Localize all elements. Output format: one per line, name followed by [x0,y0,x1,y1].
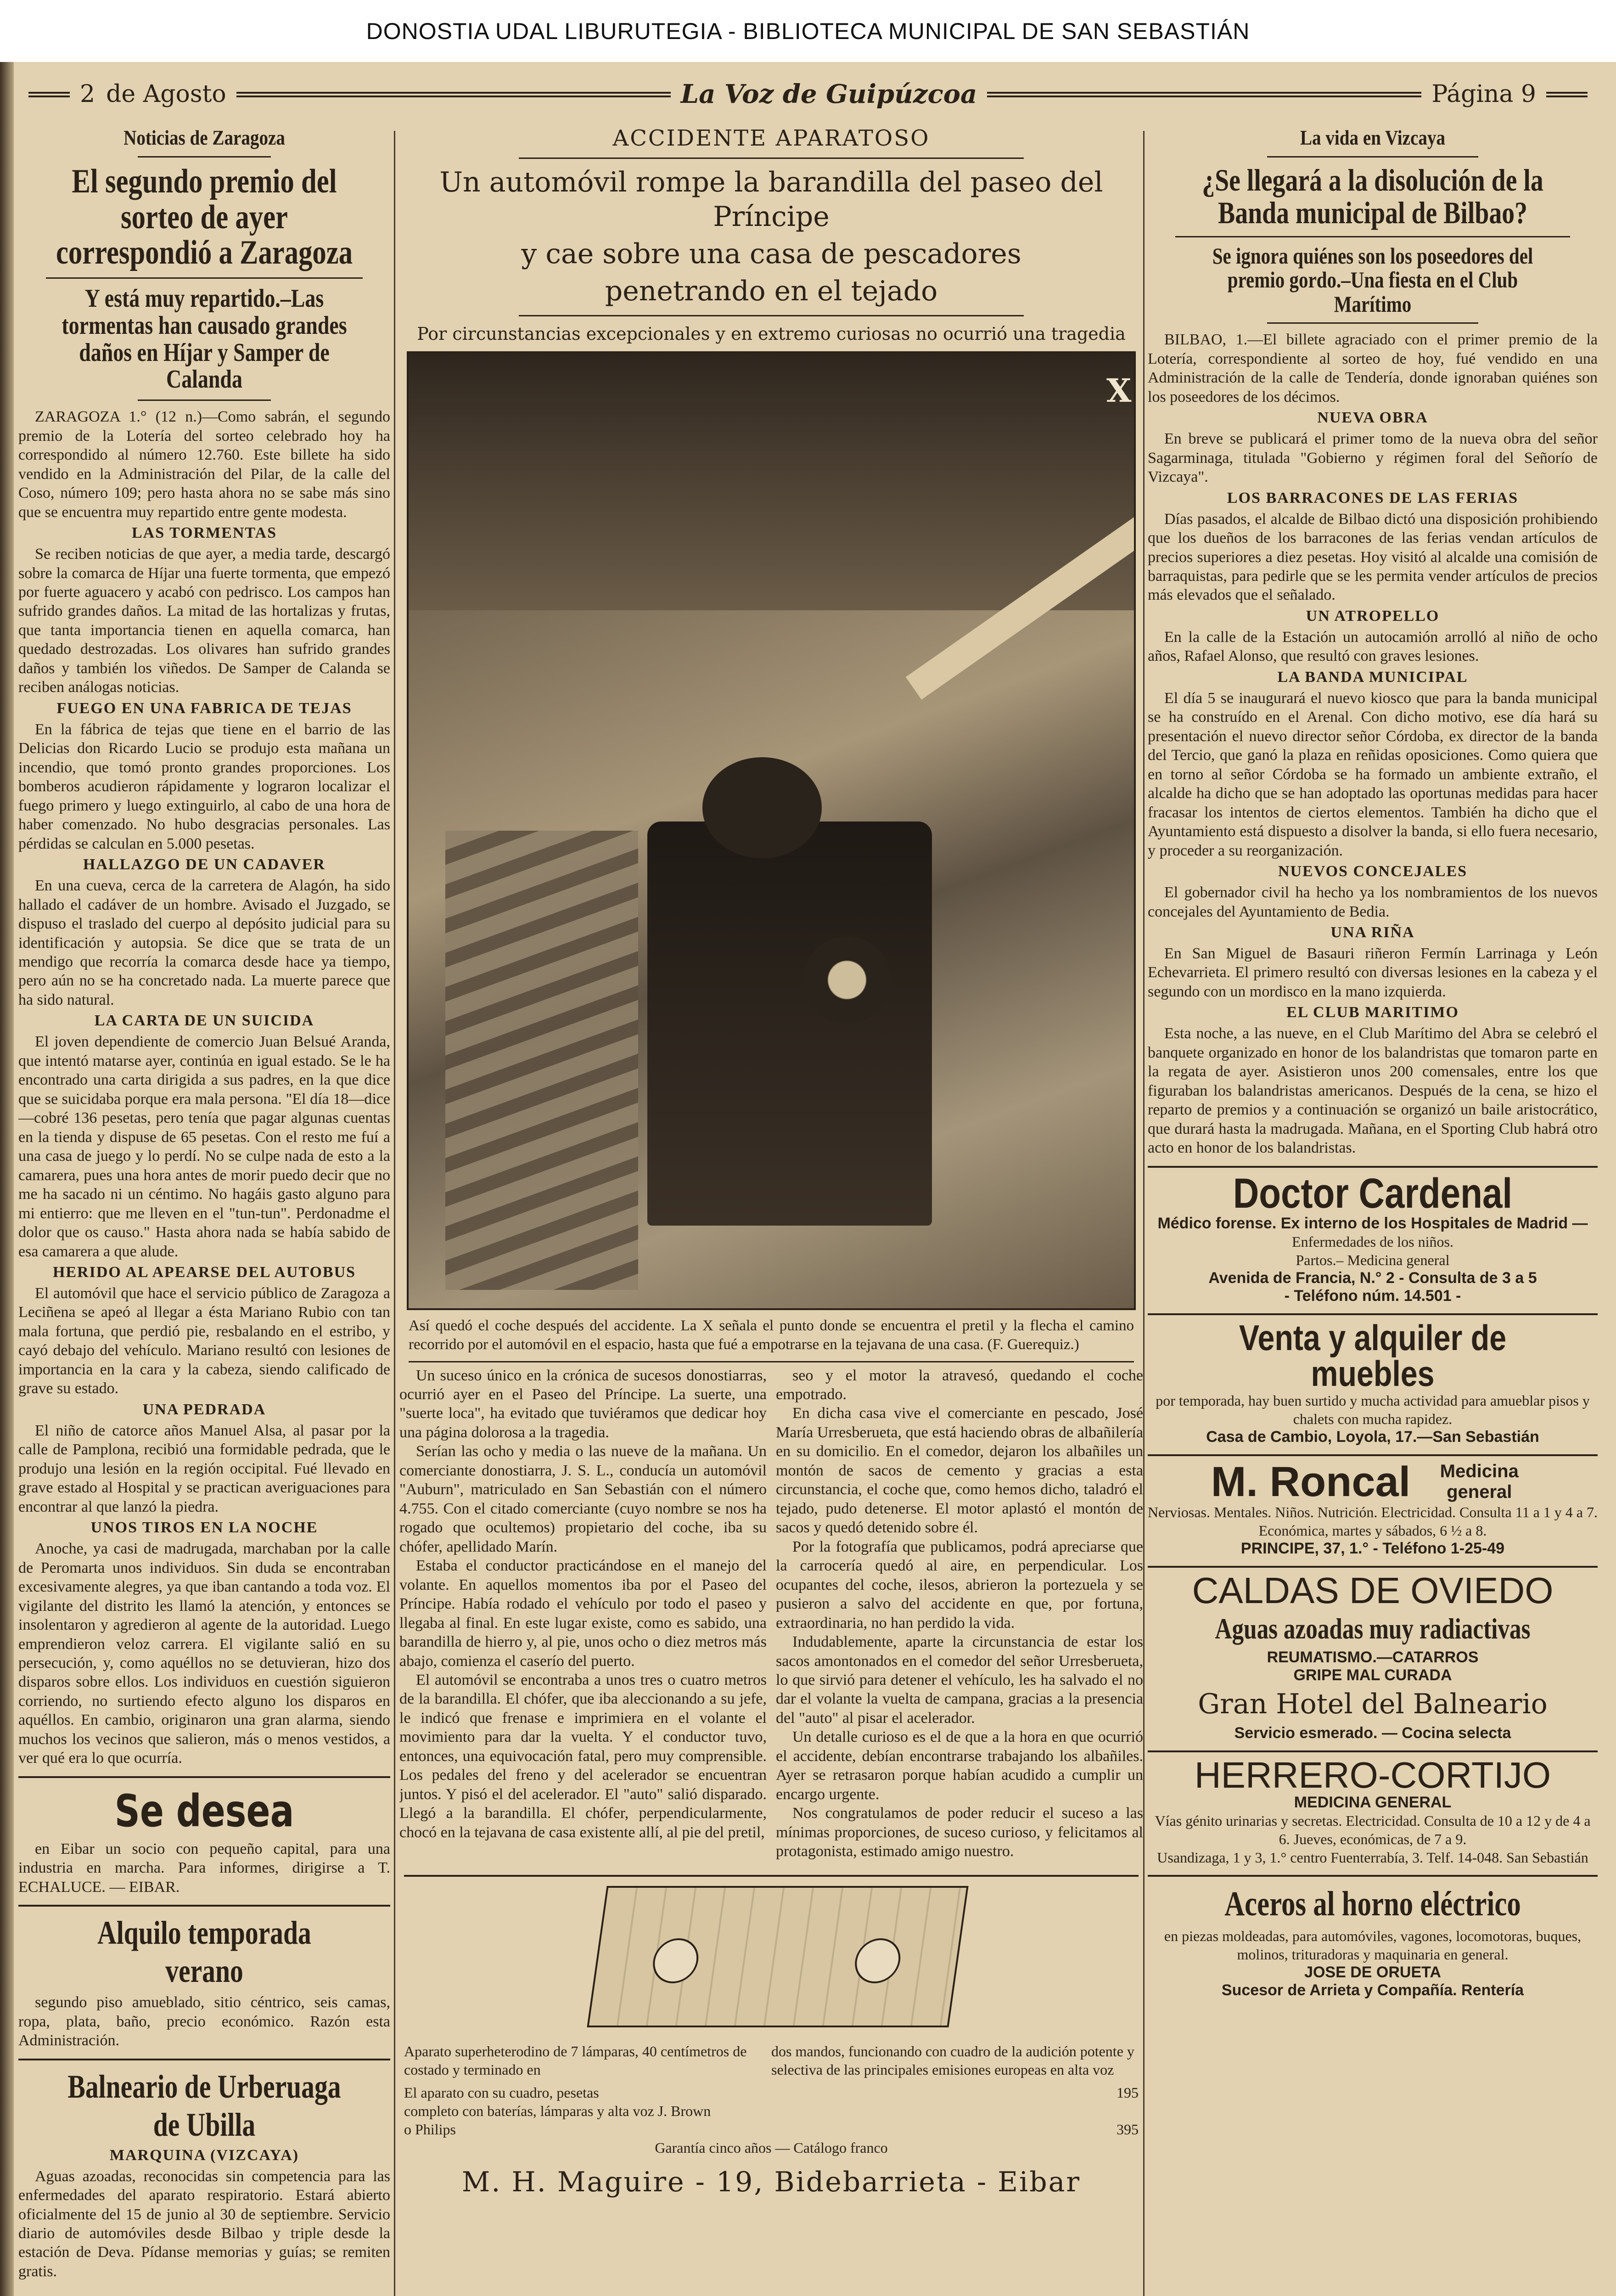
subheading: NUEVA OBRA [1317,409,1428,427]
radio-terms: Garantía cinco años — Catálogo franco [655,2139,888,2156]
subheading: LAS TORMENTAS [131,524,277,542]
issue-date: de Agosto [106,80,226,108]
divider [138,156,271,158]
ad-line: - Teléfono núm. 14.501 - [1284,1287,1461,1305]
classified-ad [18,2059,390,2281]
subheading: EL CLUB MARITIMO [1286,1004,1459,1021]
article-headline: y cae sobre una casa de pescadores [521,238,1021,270]
ad-text: Nerviosas. Mentales. Niños. Nutrición. Electricidad. Consulta 11 a 1 y 4 a 7. Económica, martes y sábados, 6 ½ a 8. [1148,1503,1598,1539]
masthead-rule [1546,91,1588,97]
subheading: UNA PEDRADA [142,1401,266,1418]
article-headline: El segundo premio del sorteo de ayer correspondió a Zaragoza [56,163,353,272]
ad-line: Enfermedades de los niños. [1292,1233,1453,1250]
radio-price-row [404,2102,1139,2120]
masthead-rule [987,91,1421,97]
article-paragraph: seo y el motor la atravesó, quedando el coche empotrado. [776,1367,1143,1403]
ad-roncal [1148,1454,1598,1558]
radio-price-label: completo con baterías, lámparas y alta voz J. Brown [404,2102,711,2119]
classified-text: segundo piso amueblado, sitio céntrico, seis camas, ropa, plata, baño, precio económico. Razón esta Administración. [18,1994,390,2049]
ad-address: Usandizaga, 1 y 3, 1.° centro Fuenterrabía, 3. Telf. 14-048. San Sebastián [1157,1849,1588,1866]
section-title: Noticias de Zaragoza [123,126,285,149]
page-number: 2 [80,80,95,108]
article-paragraph: Anoche, ya casi de madrugada, marchaban por la calle de Peromarta unos individuos. Sin duda se encontraban excesivamente alegres, ya que iban cantando a toda voz. El vigilante del distrito les llamó la atención, y entonces se insolentaron y agredieron al agente de la autoridad. Luego emprendieron veloz carrera. El vigilante salió en su persecución, y, como aquéllos no se detuvieran, hizo dos disparos sobre ellos. Los individuos en cuestión siguieron corriendo, no surtiendo efecto alguno los disparos en aquéllos. En cambio, originaron una gran alarma, siendo muchos los vecinos que salieron, más o menos vestidos, a ver qué era lo que ocurría. [18,1540,390,1767]
masthead-rule [28,91,70,97]
subheading: UNOS TIROS EN LA NOCHE [90,1519,318,1536]
article-paragraph: En dicha casa vive el comerciante en pescado, José María Urresberueta, que está haciendo obras de albañilería en su domicilio. En el comedor, dejaron los albañiles un montón de sacos de cemento y gracias a esta circunstancia, el coche que, como hemos dicho, taladró el tejado, pudo detenerse. El motor aplastó el montón de sacos y quedó detenido sobre él. [776,1405,1143,1536]
ad-hotel: Gran Hotel del Balneario [1198,1688,1548,1720]
ad-line: GRIPE MAL CURADA [1293,1666,1452,1684]
radio-address: M. H. Maguire - 19, Bidebarrieta - Eibar [461,2166,1081,2198]
article-paragraph: En una cueva, cerca de la carretera de Alagón, ha sido hallado el cadáver de un hombre. Avisado el Juzgado, se dispuso el traslado del cuerpo al depósito judicial para su identificación y autopsia. Se dice que se trata de un mendigo que recorría la comarca desde hace ya tiempo, pero aún no se ha concretado nada. La muerte parece que ha sido natural. [18,877,390,1008]
article-paragraph: En breve se publicará el primer tomo de la nueva obra del señor Sagarminaga, titulada "Gobierno y régimen foral del Señorío de Vizcaya". [1148,430,1598,486]
ad-title: M. Roncal [1211,1458,1411,1505]
article-paragraph: Por la fotografía que publicamos, podrá apreciarse que la carrocería quedó al aire, en perpendicular. Los ocupantes del coche, ilesos, abrieron la portezuela y se pusieron a salvo del accidente en que, por fortuna, extraordinaria, no han perdido la vida. [776,1538,1143,1632]
accident-article [399,122,1143,2217]
section-title: La vida en Vizcaya [1300,126,1446,149]
article-column [776,1366,1143,1861]
ad-caldas [1148,1566,1598,1742]
subheading: HERIDO AL APEARSE DEL AUTOBUS [52,1264,356,1281]
classified-title: Balneario de Urberuaga de Ubilla [67,2068,341,2143]
article-paragraph: Se reciben noticias de que ayer, a media tarde, descargó sobre la comarca de Híjar una fuerte tormenta, que empezó por fuerte aguacero y acabó con pedrisco. Los campos han sufrido grandes daños. La mitad de las hortalizas y frutas, que tanta importancia tienen en aquella comarca, han quedado destrozadas. Los olivares han sufrido grandes daños y también los viñedos. De Samper de Calanda se reciben análogas noticias. [18,546,390,696]
ad-text: por temporada, hay buen surtido y mucha actividad para amueblar pisos y chalets con mucha rapidez. [1156,1392,1590,1427]
radio-set-illustration [587,1886,968,2027]
ad-title: Doctor Cardenal [1233,1170,1513,1217]
classified-ad [18,1776,390,1896]
ad-line: REUMATISMO.—CATARROS [1267,1648,1479,1666]
article-paragraph: El niño de catorce años Manuel Alsa, al pasar por la calle de Pamplona, recibió una formidable pedrada, que le produjo una lesión en la región occipital. Fué llevado en grave estado al Hospital y se practican averiguaciones para encontrar al que lanzó la piedra. [18,1422,390,1515]
ad-line: Avenida de Francia, N.° 2 - Consulta de 3 a 5 [1208,1269,1537,1287]
ad-line: Servicio esmerado. — Cocina selecta [1234,1724,1511,1742]
divider [1175,236,1570,237]
classified-subtitle: MARQUINA (VIZCAYA) [109,2146,299,2164]
divider [46,277,363,279]
radio-description: Aparato superheterodino de 7 lámparas, 40 centímetros de costado y terminado en [404,2043,747,2078]
radio-description: dos mandos, funcionando con cuadro de la audición potente y selectiva de las principales emisiones europeas en alta voz [771,2043,1134,2078]
ad-title: CALDAS DE OVIEDO [1192,1570,1554,1611]
subheading: LOS BARRACONES DE LAS FERIAS [1227,489,1519,506]
article-paragraph: Esta noche, a las nueve, en el Club Marítimo del Abra se celebró el banquete organizado en honor de los balandristas que tomaron parte en la regata de ayer. Asistieron unos 200 comensales, entre los que figuraban los balandristas americanos. Después de la cena, se hizo el reparto de premios y a continuación se organizó un baile aristocrático, que durará hasta la madrugada. Mañana, en el Sporting Club habrá otro acto en honor de los balandristas. [1148,1025,1598,1157]
article-paragraph: En la fábrica de tejas que tiene en el barrio de las Delicias don Ricardo Lucio se produjo esta mañana un incendio, que tomó pronto grandes proporciones. Los bomberos acudieron rápidamente y lograron localizar el fuego primero y luego extinguirlo, al cabo de una hora de haber comenzado. No hubo desgracias personales. Las pérdidas se calculan en 5.000 pesetas. [18,720,390,852]
article-deck: Por circunstancias excepcionales y en extremo curiosas no ocurrió una tragedia [417,324,1126,344]
photo-car-wheel [803,936,891,1024]
divider [1267,322,1478,324]
ad-furniture [1148,1313,1598,1446]
radio-advertisement [404,1875,1139,2217]
classified-title: Se desea [114,1785,294,1837]
archive-header: DONOSTIA UDAL LIBURUTEGIA - BIBLIOTECA MUNICIPAL DE SAN SEBASTIÁN [0,0,1616,62]
radio-price-label: El aparato con su cuadro, pesetas [404,2084,599,2101]
subheading: UNA RIÑA [1330,924,1415,941]
article-paragraph: En la calle de la Estación un autocamión arrolló al niño de ocho años, Rafael Alonso, que resultó con graves lesiones. [1148,628,1598,665]
ad-name: JOSE DE ORUETA [1304,1963,1441,1981]
ad-address: Casa de Cambio, Loyola, 17.—San Sebastián [1206,1428,1539,1446]
subheading: HALLAZGO DE UN CADAVER [83,856,325,873]
divider [138,400,271,401]
article-deck: Y está muy repartido.–Las tormentas han causado grandes daños en Híjar y Samper de Calanda [62,284,347,394]
article-headline: ¿Se llegará a la disolución de la Banda municipal de Bilbao? [1202,163,1543,231]
masthead [18,76,1598,113]
radio-price-row [404,2083,1139,2102]
radio-ad-row [404,2042,1139,2079]
article-headline: Un automóvil rompe la barandilla del paseo del Príncipe [439,166,1103,233]
article-paragraph: Un detalle curioso es el de que a la hora en que ocurrió el accidente, debían encontrarse trabajando los albañiles. Ayer se retrasaron porque habían acudido a cumplir un encargo urgente. [776,1728,1143,1803]
ad-doctor-cardenal [1148,1166,1598,1305]
ad-address: Sucesor de Arrieta y Compañía. Rentería [1221,1981,1524,1999]
subheading: FUEGO EN UNA FABRICA DE TEJAS [56,699,352,717]
photo-roof-tiles [445,831,638,1290]
photo-car-lamp [702,757,822,858]
ad-line: Partos.– Medicina general [1296,1251,1450,1268]
ad-subtitle: Medicina general [1440,1461,1519,1502]
subheading: UN ATROPELLO [1306,607,1440,625]
classified-title: Alquilo temporada verano [97,1914,311,1990]
article-paragraph: El día 5 se inaugurará el nuevo kiosco que para la banda municipal se ha construído en el Arenal. Con dicho motivo, ese día hará su presentación el nuevo director señor Córdoba, ex director de la banda del Tercio, que ganó la plaza en reñidas oposiciones. Como quiera que en torno al señor Córdoba se ha formado un ambiente extraño, el alcalde ha dicho que se han adoptado las oportunas medidas para hacer fracasar los intentos de ciertos elementos. También ha dicho que el Ayuntamiento está dispuesto a disolver la banda, si ello fuera necesario, y proceder a su reorganización. [1148,689,1598,859]
ad-title-row [1148,1458,1598,1505]
divider [1267,156,1478,158]
article-paragraph: Días pasados, el alcalde de Bilbao dictó una disposición prohibiendo que los dueños de los barracones de las ferias vendan artículos de precios superiores a diez pesetas. Hoy visitó al alcalde una comisión de barraquistas, para pedirle que se les permita vender artículos de precios más elevados que el señalado. [1148,510,1598,604]
article-paragraph: El automóvil se encontraba a unos tres o cuatro metros de la barandilla. El chófer, que iba aleccionando a su jefe, le indicó que frenase e imprimiera en el volante el movimiento para dar la vuelta. Y el conductor tuvo, entonces, una equivocación fatal, pero muy comprensible. Los pedales del freno y del acelerador se encuentran juntos. Y pisó el del acelerador. El "auto" salió disparado. Llegó a la barandilla. El chófer, perpendicularmente, chocó en la tejavana de casa existente allí, al pie del pretil, [399,1671,767,1841]
column-rule [1143,131,1145,2296]
radio-price: 395 [1117,2121,1139,2138]
ad-title: Aceros al horno eléctrico [1224,1884,1521,1923]
article-paragraph: BILBAO, 1.—El billete agraciado con el primer premio de la Lotería, correspondiente al sorteo de hoy, fué vendido en una Administración de la calle de Tendería, donde ignoraban quiénes son los poseedores de los décimos. [1148,331,1598,405]
article-paragraph: Estaba el conductor practicándose en el manejo del volante. En aquellos momentos iba por el Paseo del Príncipe. Había rodado el vehículo por todo el paseo y llegaba al final. En este lugar existe, como es sabido, una barandilla de hierro y, al pie, unos ocho o diez metros más abajo, comienza el caserío del puerto. [399,1557,767,1670]
accident-photo [407,351,1136,1310]
photo-wall [409,353,1134,610]
article-kicker: ACCIDENTE APARATOSO [612,125,930,151]
ad-subtitle: Aguas azoadas muy radiactivas [1215,1612,1531,1645]
photo-caption: Así quedó el coche después del accidente. La X señala el punto donde se encuentra el pretil y la flecha el camino recorrido por el automóvil en el espacio, hasta que fué a empotrarse en la tejavana de una casa. (F. Guerequiz.) [409,1317,1134,1353]
zaragoza-column [18,122,390,2281]
classified-ad [18,1905,390,2050]
ad-title: HERRERO-CORTIJO [1194,1754,1551,1795]
page-label: Página 9 [1431,80,1536,108]
photo-mark-x: X [1106,371,1132,410]
article-paragraph: Indudablemente, aparte la circunstancia de estar los sacos amontonados en el comedor del señor Urresberueta, lo que sirvió para detener el vehículo, les ha salvado el no dar el volante la vuelta de campana, gracias a la presencia del "auto" al pisar el acelerador. [776,1633,1143,1727]
newspaper-page [0,62,1616,2296]
ad-subtitle: MEDICINA GENERAL [1294,1793,1452,1811]
article-paragraph: En San Miguel de Basauri riñeron Fermín Larrinaga y León Echevarrieta. El primero resultó con diversas lesiones en la cabeza y el segundo con un mordisco en la mano izquierda. [1148,945,1598,1000]
ad-line: Médico forense. Ex interno de los Hospitales de Madrid — [1157,1214,1588,1232]
column-rule [394,131,395,2296]
article-deck: Se ignora quiénes son los poseedores del premio gordo.–Una fiesta en el Club Marítimo [1212,242,1533,317]
classified-text: en Eibar un socio con pequeño capital, para una industria en marcha. Para informes, dirigirse a T. ECHALUCE. — EIBAR. [18,1840,390,1896]
divider [519,315,1024,316]
photo-car [647,822,932,1226]
radio-ad-text [404,2042,1139,2200]
article-paragraph: El gobernador civil ha hecho ya los nombramientos de los nuevos concejales del Ayuntamiento de Bedia. [1148,884,1598,920]
divider [519,158,1024,159]
radio-knob [852,1938,903,1983]
radio-price: 195 [1117,2084,1139,2101]
ad-text: Vías génito urinarias y secretas. Electricidad. Consulta de 10 a 12 y de 4 a 6. Jueves, económicas, de 7 a 9. [1155,1812,1591,1847]
subheading: LA CARTA DE UN SUICIDA [94,1012,314,1030]
article-paragraph: Serían las ocho y media o las nueve de la mañana. Un comerciante donostiarra, J. S. L., conducía un automóvil "Auburn", matriculado en San Sebastián con el número 4.755. Con el citado comerciante (cuyo nombre se nos ha rogado que ocultemos) propietario del coche, iba su chófer, apellidado Marín. [399,1443,767,1555]
divider [409,1361,1134,1362]
article-paragraph: El joven dependiente de comercio Juan Belsué Aranda, que intentó matarse ayer, continúa en igual estado. Se le ha encontrado una carta dirigida a sus padres, en la que dice que se suicidaba porque era mala persona. "El día 18—dice—cobré 136 pesetas, pero tenía que pagar algunas cuentas en la tienda y dispuse de 65 pesetas. Con el resto me fuí a una casa de juego y lo perdí. No se culpe nada de esto a la camarera, pues una hora antes de morir puedo decir que no me ha sacado ni un céntimo. No hagáis gasto alguno para mi entierro: que me lleven en el "tun-tun". Perdonadme el dolor que os causo." Hasta ahora nada se había sabido de esa camarera a que alude. [18,1033,390,1260]
ad-aceros [1148,1875,1598,1999]
vizcaya-column [1148,122,1598,1999]
radio-knob [650,1938,701,1983]
article-paragraph: Un suceso único en la crónica de sucesos donostiarras, ocurrió ayer en el Paseo del Príncipe. La suerte, una "suerte loca", ha evitado que tuviéramos que dedicar hoy una página dolorosa a la tragedia. [399,1367,767,1441]
article-paragraph: ZARAGOZA 1.° (12 n.)—Como sabrán, el segundo premio de la Lotería del sorteo celebrado hoy ha correspondido al número 12.760. Este billete ha sido vendido en la Administración del Pilar, de la calle del Coso, número 109; pero hasta ahora no se sabe más sino que se encuentra muy repartido entre gente modesta. [18,408,390,521]
article-paragraph: El automóvil que hace el servicio público de Zaragoza a Leciñena se apeó al llegar a ésta Mariano Rubio con tan mala fortuna, que perdió pie, resbalando en el estribo, y cayó debajo del vehículo. Mariano resultó con lesiones de importancia en la cara y la cabeza, siendo calificado de grave su estado. [18,1285,390,1397]
masthead-rule [236,91,671,97]
ad-text: en piezas moldeadas, para automóviles, vagones, locomotoras, buques, molinos, trituradoras y maquinaria en general. [1164,1927,1582,1963]
subheading: LA BANDA MUNICIPAL [1277,668,1468,686]
radio-price-label: o Philips [404,2121,456,2138]
classified-text: Aguas azoadas, reconocidas sin competencia para las enfermedades del aparato respiratorio. Estará abierto oficialmente del 15 de junio al 30 de septiembre. Servicio diario de automóviles desde Bilbao y triple desde la estación de Deva. Pídanse memorias y guías; se remiten gratis. [18,2167,390,2280]
subheading: NUEVOS CONCEJALES [1278,863,1468,880]
ad-herrero-cortijo [1148,1750,1598,1867]
article-paragraph: Nos congratulamos de poder reducir el suceso a las mínimas proporciones, de suceso curioso, y felicitamos al protagonista, estimado amigo nuestro. [776,1805,1143,1860]
radio-price-row [404,2120,1139,2138]
ad-address: PRINCIPE, 37, 1.° - Teléfono 1-25-49 [1240,1539,1505,1557]
article-headline: penetrando en el tejado [605,275,938,307]
article-column [399,1366,767,1861]
newspaper-title: La Voz de Guipúzcoa [680,79,977,109]
ad-title: Venta y alquiler de muebles [1239,1317,1507,1394]
article-body [399,1366,1143,1861]
